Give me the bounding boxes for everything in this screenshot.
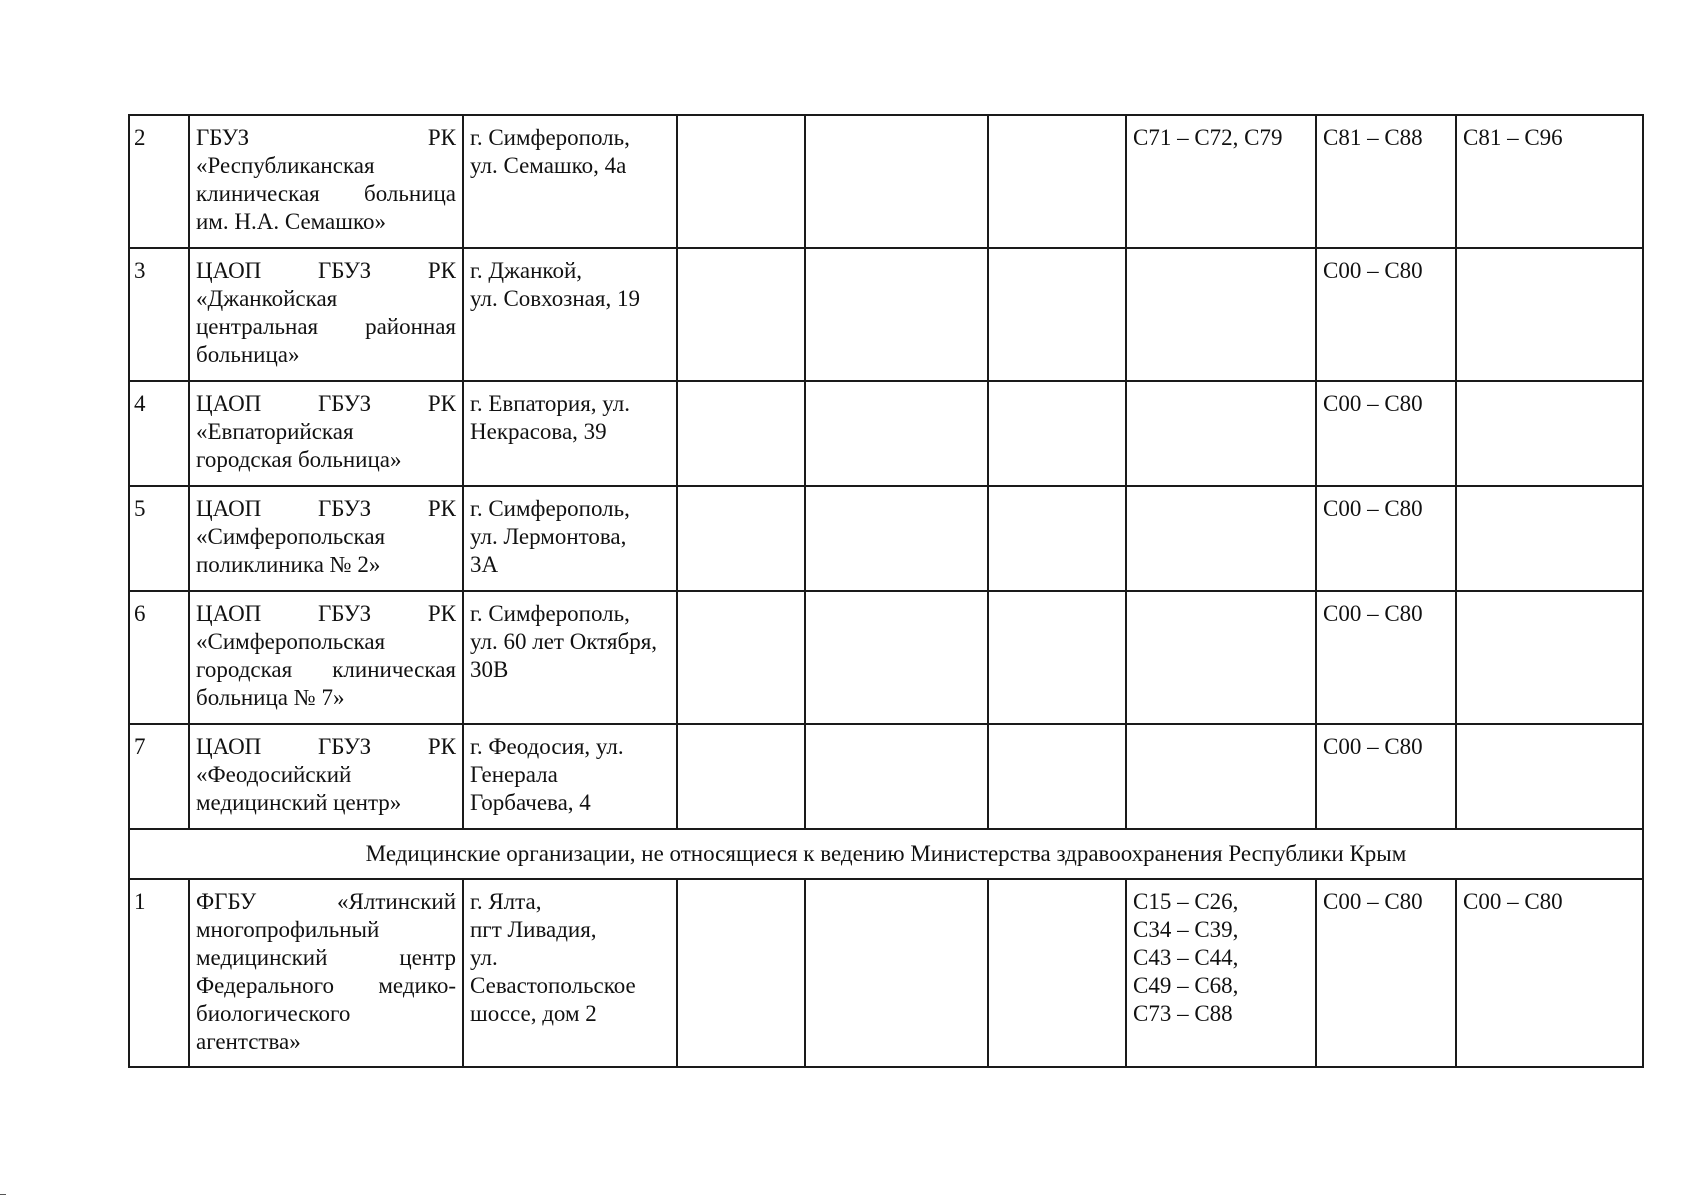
empty-cell <box>988 486 1126 591</box>
empty-cell <box>988 879 1126 1067</box>
section-header: Медицинские организации, не относящиеся к ведению Министерства здравоохранения Республики Крым <box>129 829 1643 879</box>
icd-codes-cell-line: С49 – С68, <box>1133 973 1239 998</box>
icd-codes-cell-line: С00 – С80 <box>1463 889 1563 914</box>
icd-codes-cell-line: С43 – С44, <box>1133 945 1239 970</box>
icd-codes-cell <box>1316 879 1456 1067</box>
address-cell <box>463 381 677 486</box>
address-cell-line: Некрасова, 39 <box>470 419 607 444</box>
organization-name-cell <box>189 381 463 486</box>
icd-codes-cell-line: С71 – С72, С79 <box>1133 125 1283 150</box>
address-cell-line: г. Симферополь, <box>470 601 630 626</box>
icd-codes-cell-line: С00 – С80 <box>1323 258 1423 283</box>
icd-codes-cell <box>1126 879 1316 1067</box>
icd-codes-cell <box>1316 724 1456 829</box>
address-cell-line: г. Евпатория, ул. <box>470 391 631 416</box>
table-row <box>129 115 1643 248</box>
empty-cell <box>805 591 988 724</box>
table-row <box>129 724 1643 829</box>
address-cell-line: г. Джанкой, <box>470 258 583 283</box>
row-number-cell: 1 <box>129 879 189 1067</box>
organization-name-cell-line: «Симферопольская <box>196 629 386 654</box>
organization-name-cell-line: агентства» <box>196 1029 301 1054</box>
empty-cell <box>677 591 805 724</box>
address-cell-line: Горбачева, 4 <box>470 790 591 815</box>
organization-name-cell <box>189 879 463 1067</box>
table-row <box>129 248 1643 381</box>
organization-name-cell <box>189 486 463 591</box>
empty-cell <box>805 879 988 1067</box>
organization-name-cell-line: больница» <box>196 342 300 367</box>
address-cell-line: Генерала <box>470 762 558 787</box>
address-cell-line: г. Симферополь, <box>470 125 630 150</box>
icd-codes-cell <box>1126 381 1316 486</box>
organization-name-cell-line: «Симферопольская <box>196 524 386 549</box>
organization-name-cell-line: ЦАОП ГБУЗ РК <box>196 601 456 626</box>
empty-cell <box>805 486 988 591</box>
empty-cell <box>805 381 988 486</box>
empty-cell <box>677 115 805 248</box>
icd-codes-cell-line: С81 – С88 <box>1323 125 1423 150</box>
organization-name-cell-line: ЦАОП ГБУЗ РК <box>196 496 456 521</box>
icd-codes-cell-line: С73 – С88 <box>1133 1001 1233 1026</box>
address-cell-line: 3А <box>470 552 499 577</box>
organization-name-cell-line: центральная районная <box>196 314 456 339</box>
organization-name-cell <box>189 591 463 724</box>
row-number-cell: 6 <box>129 591 189 724</box>
organization-name-cell-line: ЦАОП ГБУЗ РК <box>196 258 456 283</box>
section-header-row <box>129 829 1643 879</box>
organization-name-cell-line: медицинский центр» <box>196 790 402 815</box>
table-row <box>129 486 1643 591</box>
icd-codes-cell <box>1456 486 1643 591</box>
icd-codes-cell <box>1316 381 1456 486</box>
address-cell-line: г. Ялта, <box>470 889 542 914</box>
row-number-cell: 3 <box>129 248 189 381</box>
address-cell-line: шоссе, дом 2 <box>470 1001 597 1026</box>
organization-name-cell-line: городская больница» <box>196 447 402 472</box>
address-cell-line: ул. Лермонтова, <box>470 524 627 549</box>
icd-codes-cell-line: С00 – С80 <box>1323 734 1423 759</box>
address-cell-line: ул. <box>470 945 498 970</box>
address-cell-line: ул. Совхозная, 19 <box>470 286 640 311</box>
organization-name-cell-line: больница № 7» <box>196 685 345 710</box>
empty-cell <box>677 486 805 591</box>
empty-cell <box>805 724 988 829</box>
icd-codes-cell <box>1316 486 1456 591</box>
empty-cell <box>805 115 988 248</box>
icd-codes-cell-line: С00 – С80 <box>1323 889 1423 914</box>
address-cell-line: пгт Ливадия, <box>470 917 597 942</box>
empty-cell <box>988 248 1126 381</box>
icd-codes-cell <box>1316 248 1456 381</box>
organization-name-cell-line: ГБУЗ РК <box>196 125 456 150</box>
organization-name-cell-line: медицинский центр <box>196 945 456 970</box>
address-cell-line: г. Феодосия, ул. <box>470 734 624 759</box>
icd-codes-cell <box>1126 591 1316 724</box>
icd-codes-cell <box>1126 724 1316 829</box>
row-number-cell: 7 <box>129 724 189 829</box>
address-cell-line: ул. 60 лет Октября, <box>470 629 658 654</box>
icd-codes-cell-line: С00 – С80 <box>1323 601 1423 626</box>
facilities-table <box>128 114 1644 1068</box>
address-cell <box>463 486 677 591</box>
organization-name-cell <box>189 248 463 381</box>
organization-name-cell-line: «Республиканская <box>196 153 375 178</box>
icd-codes-cell <box>1316 115 1456 248</box>
empty-cell <box>805 248 988 381</box>
icd-codes-cell-line: С34 – С39, <box>1133 917 1239 942</box>
page-edge-mark <box>0 1194 6 1195</box>
table-body <box>129 115 1643 1067</box>
organization-name-cell <box>189 115 463 248</box>
icd-codes-cell-line: С00 – С80 <box>1323 391 1423 416</box>
organization-name-cell-line: ФГБУ «Ялтинский <box>196 889 456 914</box>
icd-codes-cell <box>1456 591 1643 724</box>
organization-name-cell <box>189 724 463 829</box>
address-cell-line: г. Симферополь, <box>470 496 630 521</box>
organization-name-cell-line: биологического <box>196 1001 351 1026</box>
empty-cell <box>988 724 1126 829</box>
icd-codes-cell <box>1456 248 1643 381</box>
icd-codes-cell-line: С15 – С26, <box>1133 889 1239 914</box>
row-number-cell: 2 <box>129 115 189 248</box>
organization-name-cell-line: им. Н.А. Семашко» <box>196 209 386 234</box>
empty-cell <box>677 248 805 381</box>
icd-codes-cell <box>1456 115 1643 248</box>
organization-name-cell-line: городская клиническая <box>196 657 456 682</box>
icd-codes-cell-line: С81 – С96 <box>1463 125 1563 150</box>
organization-name-cell-line: «Феодосийский <box>196 762 352 787</box>
icd-codes-cell <box>1456 879 1643 1067</box>
address-cell <box>463 724 677 829</box>
address-cell <box>463 879 677 1067</box>
icd-codes-cell <box>1456 381 1643 486</box>
table-row <box>129 591 1643 724</box>
icd-codes-cell <box>1126 486 1316 591</box>
address-cell-line: 30В <box>470 657 509 682</box>
icd-codes-cell-line: С00 – С80 <box>1323 496 1423 521</box>
empty-cell <box>677 879 805 1067</box>
organization-name-cell-line: многопрофильный <box>196 917 380 942</box>
address-cell <box>463 248 677 381</box>
empty-cell <box>677 724 805 829</box>
organization-name-cell-line: ЦАОП ГБУЗ РК <box>196 734 456 759</box>
organization-name-cell-line: Федерального медико- <box>196 973 456 998</box>
address-cell-line: ул. Семашко, 4а <box>470 153 627 178</box>
table-row <box>129 879 1643 1067</box>
icd-codes-cell <box>1456 724 1643 829</box>
organization-name-cell-line: «Джанкойская <box>196 286 338 311</box>
address-cell-line: Севастопольское <box>470 973 636 998</box>
empty-cell <box>988 591 1126 724</box>
organization-name-cell-line: «Евпаторийская <box>196 419 354 444</box>
address-cell <box>463 115 677 248</box>
icd-codes-cell <box>1316 591 1456 724</box>
empty-cell <box>988 115 1126 248</box>
empty-cell <box>677 381 805 486</box>
organization-name-cell-line: клиническая больница <box>196 181 456 206</box>
icd-codes-cell <box>1126 115 1316 248</box>
organization-name-cell-line: поликлиника № 2» <box>196 552 381 577</box>
empty-cell <box>988 381 1126 486</box>
table-row <box>129 381 1643 486</box>
organization-name-cell-line: ЦАОП ГБУЗ РК <box>196 391 456 416</box>
row-number-cell: 4 <box>129 381 189 486</box>
icd-codes-cell <box>1126 248 1316 381</box>
row-number-cell: 5 <box>129 486 189 591</box>
address-cell <box>463 591 677 724</box>
